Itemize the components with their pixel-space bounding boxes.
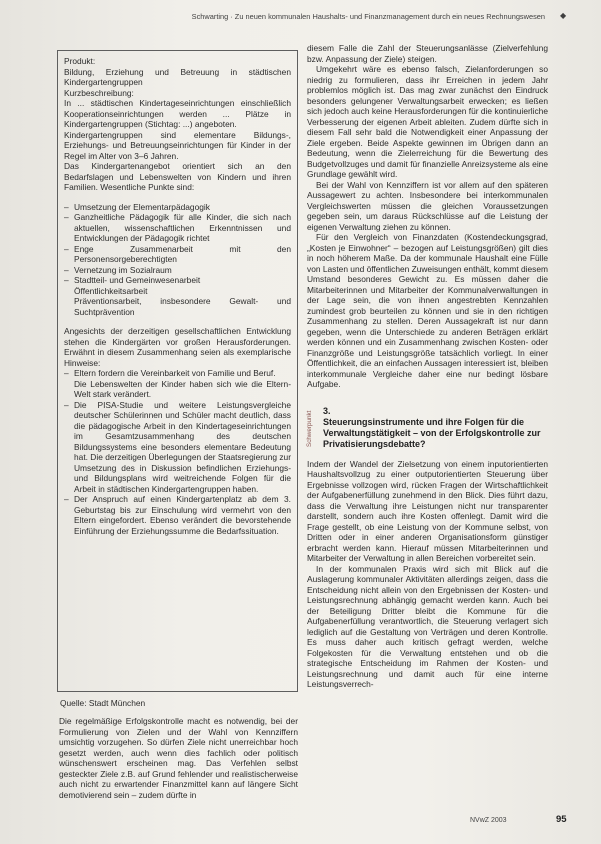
body-paragraph: In der kommunalen Praxis wird sich mit Blick auf die Auslagerung kommunaler Aktivitäten allerdings zeigen, dass die Entscheidung nicht allein von den Ergebnissen der Kosten- und Leistungsrechnung abhängig gemacht werden kann. Auch bei der Beteiligung Dritter bleibt die Kommune für die Aufgabenerfüllung verantwortlich, die Steuerung verlagert sich lediglich auf die Gestaltung von Verträgen und deren Kontrolle. Es muss daher auch kritisch gefragt werden, welche Folgekosten für die Verwaltung entstehen und ob die strategische Entscheidung im Rahmen der Kosten- und Leistungsrechnung und damit auch für eine interne Leistungsverrech-	[307, 563, 548, 689]
list-item-text: Die PISA-Studie und weitere Leistungsvergleiche deutscher Schülerinnen und Schüler macht deutlich, dass die pädagogische Arbeit in den Kindertageseinrichtungen im Gesamtzusammenhang des deutschen Bildungssystems eine besonders elementare Bedeutung hat. Die derzeitigen Überlegungen der Staatsregierung zur Umsetzung des in Diskussion befindlichen Erziehungs- und Bildungsplans wird weitreichende Folgen für die Arbeit in städtischen Kindergartengruppen haben.	[74, 399, 291, 494]
footer-journal: NVwZ 2003	[470, 817, 507, 824]
list-item-text: Enge Zusammenarbeit mit den Personensorgeberechtigten	[74, 243, 291, 264]
list-item-text: Stadtteil- und Gemeinwesenarbeit	[74, 275, 201, 285]
body-paragraph: Umgekehrt wäre es ebenso falsch, Zielanforderungen so niedrig zu formulieren, dass ihr Erreichen in jedem Jahr problemlos möglich ist. Das mag zwar zunächst den Eindruck besonders gelungener Verwaltungsarbeit erwecken; es ließen sich jedoch auch keine Herausforderungen für die kontinuierliche Verbesserung der eigenen Arbeit ableiten. Zudem dürfte sich in diesem Fall sehr bald die Notwendigkeit einer Anpassung der Ziele ergeben. Beide Aspekte gewinnen im Übrigen dann an Bedeutung, wenn die Zielerreichung für die Bewertung des Budgetvollzuges und damit für finanzielle Anreizsysteme als eine Grundlage gewählt wird.	[307, 64, 548, 179]
list-item-text: Umsetzung der Elementarpädagogik	[74, 201, 210, 212]
section-side-label: Schwerpunkt	[306, 410, 313, 447]
dash-marker: –	[64, 494, 69, 504]
list-item	[64, 202, 291, 213]
right-column	[307, 43, 548, 690]
list-item-text: Öffentlichkeitsarbeit	[74, 285, 148, 296]
list-item	[64, 400, 291, 495]
dash-marker: –	[64, 368, 69, 378]
box-source-caption: Quelle: Stadt München	[60, 698, 146, 708]
list-item-text: Der Anspruch auf einen Kindergartenplatz ab dem 3. Geburtstag bis zur Einschulung wird vermehrt von den Eltern eingefordert. Ebenso verändert die bevorstehende Einführung der Erziehungssumme die Bedarfssituation.	[74, 494, 291, 536]
list-item-text: Die Lebenswelten der Kinder haben sich wie die Eltern-Welt stark verändert.	[74, 378, 291, 399]
challenges-intro: Angesichts der derzeitigen gesellschaftlichen Entwicklung stehen die Kindergärten vor großen Herausforderungen. Erwähnt in diesem Zusammenhang seien als exemplarische Hinweise:	[64, 326, 291, 368]
section-title: Steuerungsinstrumente und ihre Folgen für die Verwaltungstätigkeit – von der Erfolgskontrolle zur Privatisierungsdebatte?	[323, 416, 541, 449]
dash-marker: –	[64, 264, 69, 275]
description-paragraph: Kindergartengruppen sind elementare Bildungs-, Erziehungs- und Betreuungseinrichtungen für Kinder in der Regel im Alter von 3–6 Jahren.	[64, 129, 291, 161]
list-item	[64, 275, 291, 286]
body-paragraph: Für den Vergleich von Finanzdaten (Kostendeckungsgrad, „Kosten je Einwohner“ – bezogen auf Leistungsgrößen) gilt dies in noch höherem Maße. Da der kommunale Haushalt eine Fülle von Lasten und öffentlichen Zuweisungen enthält, kommt diesem Umstand besonderes Gewicht zu. Es müssen daher die Mitarbeiterinnen und Mitarbeiter der Kommunalverwaltungen in der Lage sein, die von ihnen angestrebten Kennzahlen zumindest grob beurteilen zu können und sie in den richtigen Zusammenhang zu stellen. Deren Aussagekraft ist nur dann gegeben, wenn die Unterschiede zu anderen Beträgen erklärt werden können und ein Zusammenhang zwischen Kosten- oder Finanzgröße und Leistungsgröße tatsächlich vorliegt. In einer Öffentlichkeit, die an einfachen Aussagen interessiert ist, bleiben interkommunale Vergleiche daher eine nur bedingt lösbare Aufgabe.	[307, 232, 549, 389]
description-paragraph: In ... städtischen Kindertageseinrichtungen einschließlich Kooperationseinrichtungen werden ... Plätze in Kindergartengruppen (Stichtag: ...) angeboten.	[64, 98, 291, 129]
product-name: Bildung, Erziehung und Betreuung in städtischen Kindergartengruppen	[64, 66, 291, 87]
list-item	[64, 368, 291, 379]
list-item	[64, 265, 291, 276]
list-item	[64, 379, 291, 400]
body-paragraph: Indem der Wandel der Zielsetzung von einem inputorientierten Haushaltsvollzug zu einer outputorientierten Steuerung über Ergebnisse vollzogen wird, rücken Fragen der Wirtschaftlichkeit der Aufgabenerfüllung zunehmend in den Blick. Dies führt dazu, dass die Verwaltung ihre Leistungen nicht nur transparenter darstellt, sondern auch ihre Kosten offenlegt. Damit wird die Frage gestellt, ob eine Leistung von der Kommune selbst, von Dritten oder in einer anderen Organisationsform günstiger erbracht werden kann. Hierauf müssen Mitarbeiterinnen und Mitarbeiter der Verwaltung in allen Bereichen vorbereitet sein.	[307, 458, 548, 563]
page-number: 95	[556, 814, 567, 825]
product-label: Produkt:	[64, 56, 96, 66]
dash-marker: –	[64, 399, 69, 410]
list-item-text: Vernetzung im Sozialraum	[74, 264, 172, 275]
list-item	[64, 296, 291, 317]
dash-marker: –	[64, 201, 69, 212]
list-item-text: Eltern fordern die Vereinbarkeit von Familie und Beruf.	[74, 368, 276, 378]
list-item	[64, 286, 291, 297]
body-paragraph: Bei der Wahl von Kennziffern ist vor allem auf den späteren Aussagewert zu achten. Insbesondere bei interkommunalen Vergleichswerten müssen die gleichen Voraussetzungen gegeben sein, um daraus Rückschlüsse auf die Leistung der eigenen Verwaltung ziehen zu können.	[307, 179, 548, 232]
dash-marker: –	[64, 243, 69, 254]
dash-marker: –	[64, 212, 69, 222]
diamond-icon: ◆	[560, 11, 567, 20]
left-column-body	[59, 716, 298, 800]
list-item	[64, 244, 291, 265]
description-label: Kurzbeschreibung:	[64, 87, 134, 98]
product-info-box	[57, 50, 298, 692]
section-number: 3.	[323, 405, 331, 416]
running-head: Schwarting · Zu neuen kommunalen Haushalts- und Finanzmanagement durch ein neues Rechnungswesen	[191, 12, 545, 21]
list-item-text: Ganzheitliche Pädagogik für alle Kinder, die sich nach aktuellen, wissenschaftlichen Erkenntnissen und Entwicklungen der Pädagogik richtet	[74, 212, 291, 243]
body-paragraph: Die regelmäßige Erfolgskontrolle macht es notwendig, bei der Formulierung von Zielen und der Wahl von Kennziffern umsichtig vorzugehen. So dürfen Ziele nicht unerreichbar hoch gesetzt werden, auch wenn dies fachlich oder politisch wünschenswert erscheinen mag. Das Verfehlen selbst gesteckter Ziele z.B. auf Grund fehlender und realistischerweise auch nicht zu erwartender Finanzmittel kann auf längere Sicht demotivierend sein – zudem dürfte in	[59, 716, 298, 800]
list-item-text: Präventionsarbeit, insbesondere Gewalt- und Suchtprävention	[74, 296, 291, 317]
body-paragraph: diesem Falle die Zahl der Steuerungsanlässe (Zielverfehlung bzw. Anpassung der Ziele) steigen.	[307, 43, 548, 64]
description-paragraph: Das Kindergartenangebot orientiert sich an den Bedarfslagen und Lebenswelten von Kindern und ihren Familien. Wesentliche Punkte sind:	[64, 161, 291, 192]
section-heading	[306, 405, 548, 450]
list-item	[64, 212, 291, 244]
list-item	[64, 494, 291, 536]
dash-marker: –	[64, 275, 69, 285]
